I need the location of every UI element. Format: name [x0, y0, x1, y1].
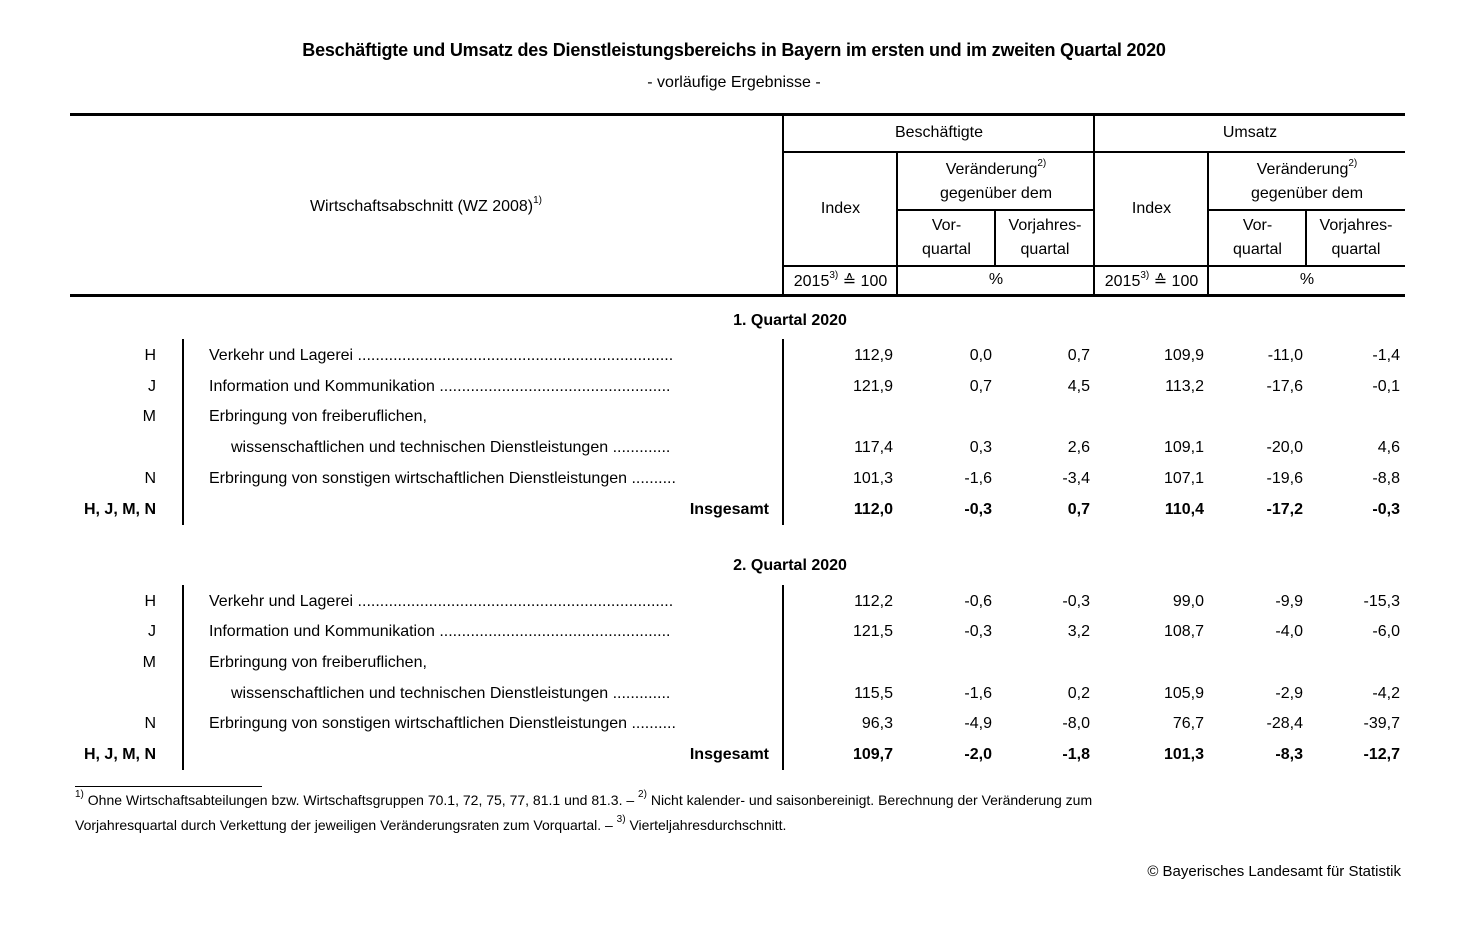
index-umsatz: 105,9 [1163, 685, 1204, 702]
section-label: wissenschaftlichen und technischen Dienstleistungen ............. [231, 439, 671, 456]
section-code: H [144, 347, 156, 364]
index-beschaeftigte: 112,2 [854, 593, 893, 610]
index-header-b: Index [820, 200, 861, 217]
vorquartal-header-b: Vor- quartal [922, 217, 971, 258]
vorjahresquartal-umsatz: -12,7 [1363, 746, 1400, 763]
section-label: Erbringung von freiberuflichen, [209, 408, 427, 425]
vorjahresquartal-beschaeftigte: -8,0 [1062, 715, 1090, 732]
vorquartal-umsatz: -28,4 [1266, 715, 1303, 732]
unit-index-u: 2015$^{3)}$ ≙ 100 [1104, 270, 1199, 290]
section-code: J [148, 378, 156, 395]
quarter-heading: 1. Quartal 2020 [733, 312, 847, 329]
vorjahresquartal-beschaeftigte: 4,5 [1067, 378, 1090, 395]
section-label: wissenschaftlichen und technischen Dienstleistungen ............. [231, 685, 671, 702]
index-beschaeftigte: 121,5 [852, 623, 893, 640]
index-beschaeftigte: 109,7 [852, 746, 893, 763]
index-header-u: Index [1131, 200, 1172, 217]
vorjahresquartal-header-u: Vorjahres- quartal [1319, 217, 1393, 258]
index-umsatz: 107,1 [1163, 470, 1204, 487]
footnote-line-1: $^{1)}$ Ohne Wirtschaftsabteilungen bzw. Wirtschaftsgruppen 70.1, 72, 75, 77, 81.1 und 81.3. – $^{2)}$ Nicht kalender- und saisonbereinigt. Berechnung der Veränderung zum [75, 789, 1093, 808]
index-beschaeftigte: 117,4 [854, 439, 893, 456]
unit-pct-b: % [988, 271, 1004, 288]
section-label: Erbringung von sonstigen wirtschaftlichen Dienstleistungen .......... [209, 715, 676, 732]
vorquartal-umsatz: -19,6 [1266, 470, 1303, 487]
vorquartal-beschaeftigte: -0,3 [964, 501, 992, 518]
index-umsatz: 108,7 [1163, 623, 1204, 640]
page-subtitle: - vorläufige Ergebnisse - [647, 74, 821, 91]
index-beschaeftigte: 115,5 [854, 685, 893, 702]
vorquartal-beschaeftigte: -0,3 [964, 623, 992, 640]
label-divider [782, 339, 784, 525]
index-beschaeftigte: 112,0 [853, 501, 893, 518]
vorjahresquartal-header-b: Vorjahres- quartal [1008, 217, 1082, 258]
total-label: Insgesamt [689, 746, 769, 763]
vorquartal-beschaeftigte: -1,6 [964, 470, 992, 487]
vorjahresquartal-beschaeftigte: 3,2 [1067, 623, 1090, 640]
section-label: Verkehr und Lagerei ....................................................................... [209, 347, 674, 364]
section-code: N [144, 470, 156, 487]
header-top-rule [70, 113, 1405, 116]
index-umsatz: 101,3 [1163, 746, 1204, 763]
header-bottom-rule [70, 294, 1405, 297]
vorjahresquartal-umsatz: -0,3 [1372, 501, 1400, 518]
vorquartal-beschaeftigte: -0,6 [964, 593, 992, 610]
copyright: © Bayerisches Landesamt für Statistik [1147, 863, 1401, 880]
section-label: Verkehr und Lagerei ....................................................................... [209, 593, 674, 610]
vorquartal-beschaeftigte: -1,6 [964, 685, 992, 702]
vorjahresquartal-umsatz: 4,6 [1377, 439, 1400, 456]
vorquartal-beschaeftigte: -2,0 [964, 746, 992, 763]
group-header-umsatz: Umsatz [1222, 124, 1278, 141]
unit-pct-u: % [1299, 271, 1315, 288]
quarter-heading: 2. Quartal 2020 [733, 557, 847, 574]
page-title: Beschäftigte und Umsatz des Dienstleistungsbereichs in Bayern im ersten und im zweiten Quartal 2020 [302, 40, 1166, 60]
index-umsatz: 109,9 [1163, 347, 1204, 364]
vorjahresquartal-umsatz: -8,8 [1372, 470, 1400, 487]
code-divider [182, 585, 184, 770]
index-umsatz: 109,1 [1163, 439, 1204, 456]
vorquartal-umsatz: -17,2 [1266, 501, 1303, 518]
vorjahresquartal-umsatz: -1,4 [1372, 347, 1400, 364]
vorjahresquartal-beschaeftigte: 2,6 [1067, 439, 1090, 456]
vorjahresquartal-umsatz: -15,3 [1363, 593, 1400, 610]
section-label: Erbringung von sonstigen wirtschaftlichen Dienstleistungen .......... [209, 470, 676, 487]
vorjahresquartal-umsatz: -39,7 [1363, 715, 1400, 732]
section-code: N [144, 715, 156, 732]
vorjahresquartal-umsatz: -4,2 [1372, 685, 1400, 702]
index-beschaeftigte: 112,9 [854, 347, 893, 364]
total-label: Insgesamt [689, 501, 769, 518]
index-umsatz: 113,2 [1165, 378, 1204, 395]
section-label: Information und Kommunikation .................................................... [209, 378, 671, 395]
group-header-beschaeftigte: Beschäftigte [894, 124, 984, 141]
vorquartal-umsatz: -2,9 [1275, 685, 1303, 702]
section-code: M [142, 408, 156, 425]
section-code: M [142, 654, 156, 671]
vorquartal-umsatz: -20,0 [1266, 439, 1303, 456]
section-label: Erbringung von freiberuflichen, [209, 654, 427, 671]
index-umsatz: 110,4 [1164, 501, 1204, 518]
vorjahresquartal-beschaeftigte: 0,7 [1067, 501, 1090, 518]
vorquartal-umsatz: -4,0 [1275, 623, 1303, 640]
section-code: H, J, M, N [83, 501, 156, 518]
vorquartal-umsatz: -9,9 [1275, 593, 1303, 610]
section-code: J [148, 623, 156, 640]
vorjahresquartal-umsatz: -0,1 [1372, 378, 1400, 395]
vorjahresquartal-beschaeftigte: -1,8 [1062, 746, 1090, 763]
vorquartal-umsatz: -17,6 [1266, 378, 1303, 395]
section-code: H, J, M, N [83, 746, 156, 763]
index-umsatz: 76,7 [1172, 715, 1204, 732]
vorjahresquartal-umsatz: -6,0 [1372, 623, 1400, 640]
vorquartal-header-u: Vor- quartal [1233, 217, 1282, 258]
vorquartal-beschaeftigte: 0,0 [969, 347, 992, 364]
vorquartal-umsatz: -11,0 [1267, 347, 1303, 364]
footnote-line-2: Vorjahresquartal durch Verkettung der jeweiligen Veränderungsraten zum Vorquartal. – $^{3)}$ Vierteljahresdurchschnitt. [75, 814, 787, 833]
section-label: Information und Kommunikation .................................................... [209, 623, 671, 640]
section-code: H [144, 593, 156, 610]
vorjahresquartal-beschaeftigte: -3,4 [1062, 470, 1090, 487]
index-beschaeftigte: 101,3 [852, 470, 893, 487]
code-divider [182, 339, 184, 525]
change-header-b: Veränderung$^{2)}$ gegenüber dem [939, 158, 1053, 202]
unit-index-b: 2015$^{3)}$ ≙ 100 [793, 270, 888, 290]
index-beschaeftigte: 121,9 [852, 378, 893, 395]
change-header-u: Veränderung$^{2)}$ gegenüber dem [1250, 158, 1364, 202]
vorquartal-beschaeftigte: -4,9 [964, 715, 992, 732]
vorquartal-beschaeftigte: 0,7 [969, 378, 992, 395]
vorjahresquartal-beschaeftigte: -0,3 [1062, 593, 1090, 610]
label-divider [782, 585, 784, 770]
vorjahresquartal-beschaeftigte: 0,2 [1067, 685, 1090, 702]
index-umsatz: 99,0 [1172, 593, 1204, 610]
vorjahresquartal-beschaeftigte: 0,7 [1067, 347, 1090, 364]
vorquartal-umsatz: -8,3 [1275, 746, 1303, 763]
section-column-header: Wirtschaftsabschnitt (WZ 2008)$^{1)}$ [309, 195, 543, 215]
index-beschaeftigte: 96,3 [861, 715, 893, 732]
footnote-rule [75, 786, 262, 787]
vorquartal-beschaeftigte: 0,3 [969, 439, 992, 456]
